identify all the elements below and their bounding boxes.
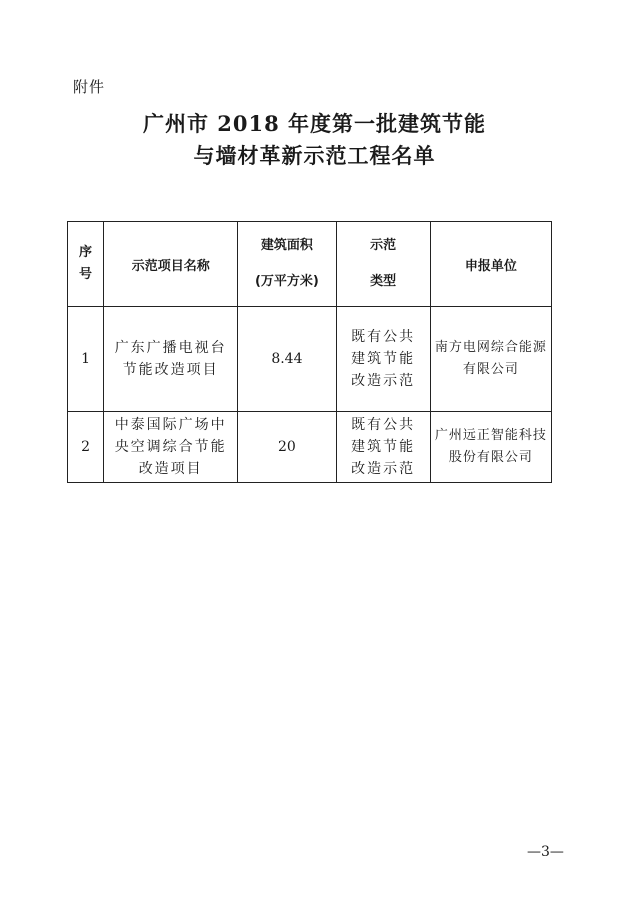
row-demonstration-type-line: 既有公共	[351, 417, 416, 433]
row-applicant-unit-line: 广州远正智能科技	[434, 428, 547, 443]
header-building-area	[238, 222, 336, 307]
header-demonstration-type-line-2: 类型	[370, 274, 397, 289]
demonstration-project-table	[67, 221, 552, 483]
row-applicant-unit-line: 股份有限公司	[448, 450, 533, 465]
row-project-name-line: 广东广播电视台	[114, 340, 227, 356]
row-project-name	[104, 412, 238, 483]
row-serial-number: 1	[68, 307, 104, 412]
row-building-area: 20	[238, 412, 336, 483]
row-project-name-line: 节能改造项目	[122, 362, 219, 378]
header-serial-number-line-1: 序	[79, 245, 93, 260]
row-project-name-line: 中泰国际广场中	[114, 417, 227, 433]
header-applicant-unit: 申报单位	[430, 222, 551, 307]
row-applicant-unit-line: 南方电网综合能源	[434, 340, 547, 355]
row-project-name	[104, 307, 238, 412]
row-demonstration-type-line: 建筑节能	[351, 351, 416, 367]
header-demonstration-type	[336, 222, 430, 307]
document-title-line-2: 与墙材革新示范工程名单	[193, 143, 436, 168]
table-header-row	[68, 222, 552, 307]
row-applicant-unit-line: 有限公司	[462, 362, 519, 377]
table-row	[68, 307, 552, 412]
row-demonstration-type-line: 建筑节能	[351, 439, 416, 455]
page-number: —3—	[527, 844, 564, 860]
attachment-label: 附件	[73, 78, 106, 96]
row-demonstration-type-line: 改造示范	[351, 373, 416, 389]
row-building-area: 8.44	[238, 307, 336, 412]
row-demonstration-type-line: 改造示范	[351, 461, 416, 477]
document-title-line-1: 广州市 2018 年度第一批建筑节能	[142, 111, 487, 136]
row-project-name-line: 改造项目	[138, 461, 203, 477]
row-demonstration-type	[336, 412, 430, 483]
header-building-area-line-1: 建筑面积	[260, 238, 313, 253]
row-project-name-line: 央空调综合节能	[114, 439, 227, 455]
table-row	[68, 412, 552, 483]
header-project-name: 示范项目名称	[104, 222, 238, 307]
row-demonstration-type	[336, 307, 430, 412]
header-building-area-line-2: (万平方米)	[254, 274, 319, 289]
row-applicant-unit	[430, 307, 551, 412]
header-serial-number	[68, 222, 104, 307]
row-serial-number: 2	[68, 412, 104, 483]
header-demonstration-type-line-1: 示范	[370, 238, 397, 253]
row-applicant-unit	[430, 412, 551, 483]
header-serial-number-line-2: 号	[79, 267, 93, 282]
row-demonstration-type-line: 既有公共	[351, 329, 416, 345]
